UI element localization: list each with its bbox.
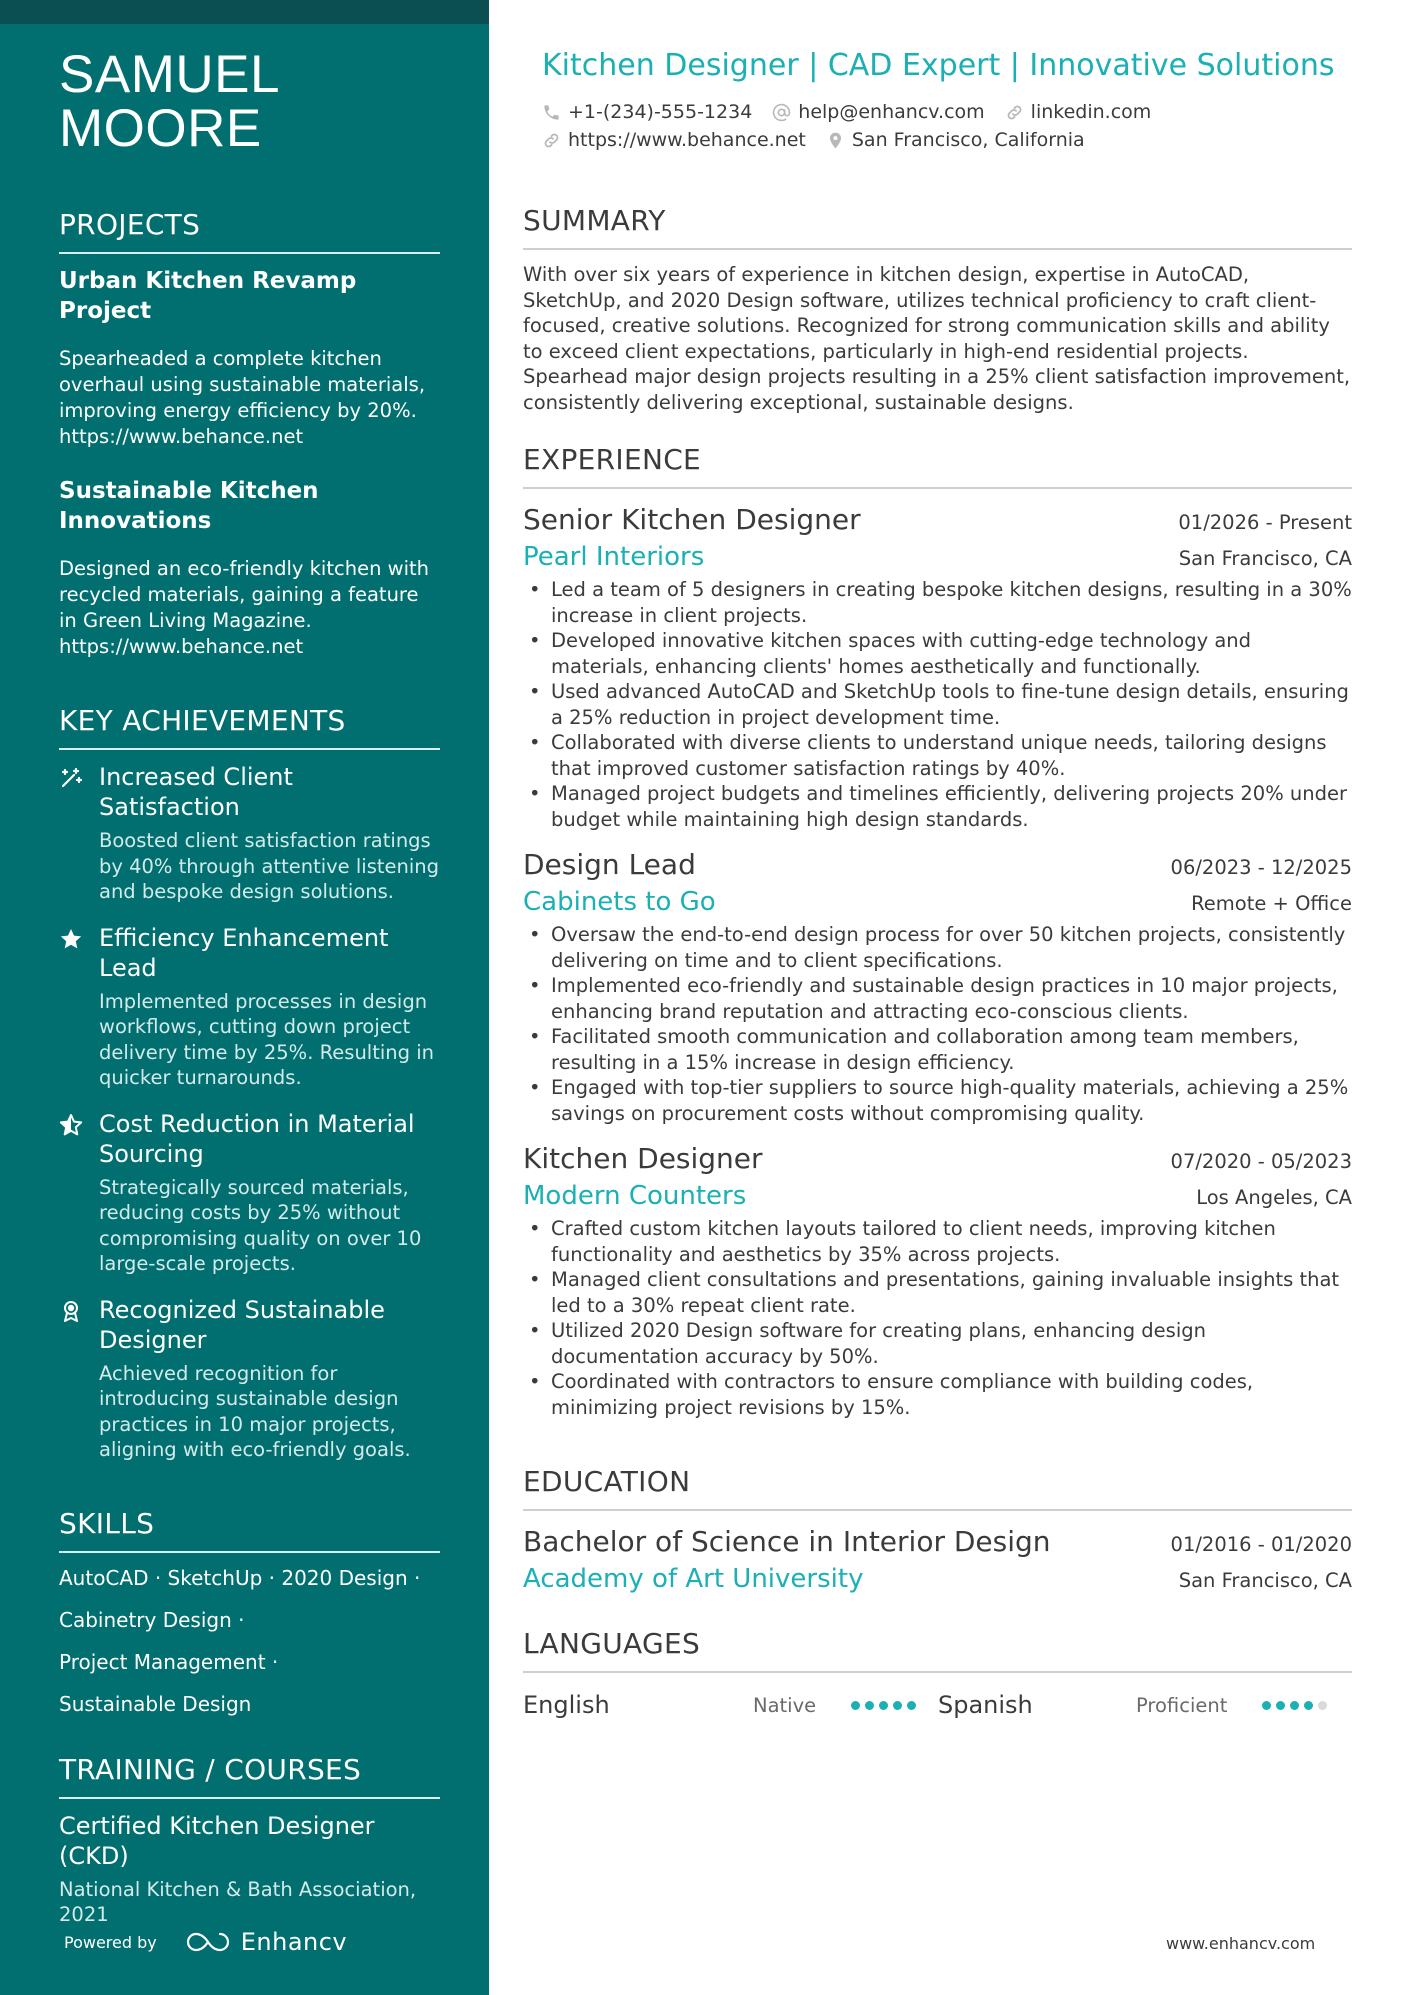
job-bullet: • Managed client consultations and presentations, gaining invaluable insights that led to a 30% repeat client rate. bbox=[523, 1267, 1352, 1318]
company-name: Pearl Interiors bbox=[523, 542, 705, 572]
project-description: Designed an eco-friendly kitchen with recycled materials, gaining a feature in Green Living Magazine. bbox=[59, 557, 430, 632]
achievement-title: Recognized Sustainable Designer bbox=[99, 1295, 385, 1354]
projects-section bbox=[59, 208, 440, 660]
footer-url[interactable]: www.enhancv.com bbox=[1166, 1934, 1316, 1953]
at-icon bbox=[772, 103, 791, 122]
skill-line: Sustainable Design bbox=[59, 1691, 252, 1716]
half-star-icon bbox=[59, 1109, 99, 1137]
powered-by-label: Powered by bbox=[64, 1932, 157, 1952]
rating-dot-filled bbox=[1262, 1701, 1271, 1710]
job-bullet: • Implemented eco-friendly and sustainable design practices in 10 major projects, enhancing brand reputation and attracting eco-conscious clients. bbox=[523, 973, 1352, 1024]
job-entry bbox=[523, 501, 1352, 832]
enhancv-logo[interactable] bbox=[185, 1928, 347, 1956]
project-item bbox=[59, 476, 440, 660]
job-dates: 06/2023 - 12/2025 bbox=[1170, 856, 1352, 879]
location-pin-icon bbox=[826, 131, 845, 150]
job-location: San Francisco, CA bbox=[1178, 547, 1352, 570]
achievement-item bbox=[59, 1109, 440, 1277]
experience-section bbox=[523, 443, 1352, 1420]
skill-line: Project Management · bbox=[59, 1649, 279, 1674]
job-bullets bbox=[523, 922, 1352, 1126]
language-rating bbox=[851, 1701, 921, 1710]
email-text: help@enhancv.com bbox=[798, 101, 985, 123]
languages-heading: LANGUAGES bbox=[523, 1627, 1352, 1673]
rating-dot-filled bbox=[1276, 1701, 1285, 1710]
candidate-name bbox=[59, 45, 440, 158]
language-level: Native bbox=[753, 1693, 817, 1717]
job-bullet: • Oversaw the end-to-end design process for over 50 kitchen projects, consistently delivering on time and to client specifications. bbox=[523, 922, 1352, 973]
education-heading: EDUCATION bbox=[523, 1465, 1352, 1511]
achievements-heading: KEY ACHIEVEMENTS bbox=[59, 704, 440, 750]
skills-section bbox=[59, 1507, 440, 1717]
job-title: Design Lead bbox=[523, 848, 696, 881]
projects-heading: PROJECTS bbox=[59, 208, 440, 254]
summary-text: With over six years of experience in kitchen design, expertise in AutoCAD, SketchUp, and 2020 Design software, utilizes technical proficiency to craft client-focused, creative solutions. Recognized for strong communication skills and ability to exceed client expectations, particularly in high-end residential projects. Spearhead major design projects resulting in a 25% client satisfaction improvement, consistently delivering exceptional, sustainable designs. bbox=[523, 263, 1351, 414]
company-name: Modern Counters bbox=[523, 1181, 747, 1211]
powered-by bbox=[64, 1928, 347, 1956]
project-description: Spearheaded a complete kitchen overhaul using sustainable materials, improving energy efficiency by 20%. bbox=[59, 347, 426, 422]
degree-title: Bachelor of Science in Interior Design bbox=[523, 1525, 1051, 1558]
award-icon bbox=[59, 1295, 99, 1323]
achievements-section bbox=[59, 704, 440, 1463]
rating-dot-filled bbox=[865, 1701, 874, 1710]
infinity-icon bbox=[185, 1930, 231, 1954]
project-link[interactable]: https://www.behance.net bbox=[59, 635, 304, 658]
languages-section bbox=[523, 1627, 1352, 1725]
course-title: Certified Kitchen Designer (CKD) bbox=[59, 1811, 375, 1870]
education-dates: 01/2016 - 01/2020 bbox=[1170, 1533, 1352, 1556]
phone-icon bbox=[542, 103, 561, 122]
language-item bbox=[523, 1691, 938, 1719]
job-bullets bbox=[523, 577, 1352, 832]
job-bullet: • Utilized 2020 Design software for creating plans, enhancing design documentation accuracy by 50%. bbox=[523, 1318, 1352, 1369]
star-icon bbox=[59, 923, 99, 951]
achievement-title: Cost Reduction in Material Sourcing bbox=[99, 1109, 415, 1168]
job-entry bbox=[523, 1140, 1352, 1420]
language-name: Spanish bbox=[938, 1691, 1033, 1719]
project-item bbox=[59, 266, 440, 450]
achievement-description: Implemented processes in design workflows, cutting down project delivery time by 25%. Resulting in quicker turnarounds. bbox=[99, 989, 434, 1089]
rating-dot-filled bbox=[893, 1701, 902, 1710]
job-bullet: • Led a team of 5 designers in creating bespoke kitchen designs, resulting in a 30% increase in client projects. bbox=[523, 577, 1352, 628]
contact-website[interactable] bbox=[542, 129, 806, 151]
contact-linkedin[interactable] bbox=[1005, 101, 1152, 123]
job-bullets bbox=[523, 1216, 1352, 1420]
brand-name: Enhancv bbox=[240, 1928, 348, 1956]
job-bullet: • Facilitated smooth communication and collaboration among team members, resulting in a 15% increase in design efficiency. bbox=[523, 1024, 1352, 1075]
job-bullet: • Managed project budgets and timelines efficiently, delivering projects 20% under budget while maintaining high design standards. bbox=[523, 781, 1352, 832]
project-title: Urban Kitchen Revamp Project bbox=[59, 268, 357, 324]
skill-line: AutoCAD · SketchUp · 2020 Design · bbox=[59, 1565, 421, 1590]
achievement-description: Strategically sourced materials, reducing costs by 25% without compromising quality on over 10 large-scale projects. bbox=[99, 1175, 422, 1275]
achievement-description: Achieved recognition for introducing sustainable design practices in 10 major projects, aligning with eco-friendly goals. bbox=[99, 1361, 411, 1461]
school-name: Academy of Art University bbox=[523, 1564, 864, 1594]
experience-heading: EXPERIENCE bbox=[523, 443, 1352, 489]
company-name: Cabinets to Go bbox=[523, 887, 716, 917]
job-bullet: • Crafted custom kitchen layouts tailored to client needs, improving kitchen functionality and aesthetics by 35% across projects. bbox=[523, 1216, 1352, 1267]
rating-dot-filled bbox=[1304, 1701, 1313, 1710]
language-rating bbox=[1262, 1701, 1332, 1710]
job-title: Kitchen Designer bbox=[523, 1142, 763, 1175]
language-level: Proficient bbox=[1136, 1693, 1228, 1717]
job-bullet: • Developed innovative kitchen spaces with cutting-edge technology and materials, enhancing clients' homes aesthetically and functionally. bbox=[523, 628, 1352, 679]
summary-section bbox=[523, 204, 1352, 415]
job-title: Senior Kitchen Designer bbox=[523, 503, 861, 536]
last-name: MOORE bbox=[59, 99, 262, 158]
achievement-description: Boosted client satisfaction ratings by 40% through attentive listening and bespoke design solutions. bbox=[99, 829, 440, 903]
job-location: Los Angeles, CA bbox=[1196, 1186, 1352, 1209]
job-location: Remote + Office bbox=[1191, 892, 1352, 915]
training-heading: TRAINING / COURSES bbox=[59, 1753, 440, 1799]
skill-line: Cabinetry Design · bbox=[59, 1607, 245, 1632]
language-item bbox=[938, 1691, 1352, 1719]
job-dates: 01/2026 - Present bbox=[1178, 511, 1352, 534]
contact-phone[interactable] bbox=[542, 101, 752, 123]
headline: Kitchen Designer | CAD Expert | Innovative Solutions bbox=[542, 48, 1335, 83]
phone-text: +1-(234)-555-1234 bbox=[568, 101, 753, 123]
rating-dot-empty bbox=[1318, 1701, 1327, 1710]
achievement-item bbox=[59, 762, 440, 905]
contact-email[interactable] bbox=[772, 101, 984, 123]
contact-info bbox=[542, 98, 1342, 154]
job-bullet: • Coordinated with contractors to ensure compliance with building codes, minimizing project revisions by 15%. bbox=[523, 1369, 1352, 1420]
job-bullet: • Engaged with top-tier suppliers to source high-quality materials, achieving a 25% savings on procurement costs without compromising quality. bbox=[523, 1075, 1352, 1126]
project-link[interactable]: https://www.behance.net bbox=[59, 425, 304, 448]
contact-location bbox=[826, 129, 1085, 151]
linkedin-text: linkedin.com bbox=[1030, 101, 1152, 123]
location-text: San Francisco, California bbox=[851, 129, 1085, 151]
summary-heading: SUMMARY bbox=[523, 204, 1352, 250]
achievement-item bbox=[59, 1295, 440, 1463]
rating-dot-filled bbox=[907, 1701, 916, 1710]
training-section bbox=[59, 1753, 440, 1928]
language-name: English bbox=[523, 1691, 610, 1719]
sidebar-top-strip bbox=[0, 0, 489, 24]
website-text: https://www.behance.net bbox=[568, 129, 806, 151]
course-organization: National Kitchen & Bath Association, 2021 bbox=[59, 1877, 417, 1926]
job-dates: 07/2020 - 05/2023 bbox=[1170, 1150, 1352, 1173]
job-bullet: • Collaborated with diverse clients to understand unique needs, tailoring designs that improved customer satisfaction ratings by 40%. bbox=[523, 730, 1352, 781]
project-title: Sustainable Kitchen Innovations bbox=[59, 478, 319, 534]
rating-dot-filled bbox=[1290, 1701, 1299, 1710]
achievement-item bbox=[59, 923, 440, 1091]
rating-dot-filled bbox=[879, 1701, 888, 1710]
sidebar bbox=[0, 0, 489, 1995]
skills-heading: SKILLS bbox=[59, 1507, 440, 1553]
rating-dot-filled bbox=[851, 1701, 860, 1710]
education-location: San Francisco, CA bbox=[1178, 1569, 1352, 1592]
job-entry bbox=[523, 846, 1352, 1126]
education-section bbox=[523, 1465, 1352, 1597]
achievement-title: Increased Client Satisfaction bbox=[99, 763, 293, 821]
link-icon bbox=[1005, 103, 1024, 122]
wand-icon bbox=[59, 762, 99, 790]
first-name: SAMUEL bbox=[59, 45, 280, 104]
achievement-title: Efficiency Enhancement Lead bbox=[99, 923, 389, 982]
link-icon bbox=[542, 131, 561, 150]
job-bullet: • Used advanced AutoCAD and SketchUp tools to fine-tune design details, ensuring a 25% reduction in project development time. bbox=[523, 679, 1352, 730]
